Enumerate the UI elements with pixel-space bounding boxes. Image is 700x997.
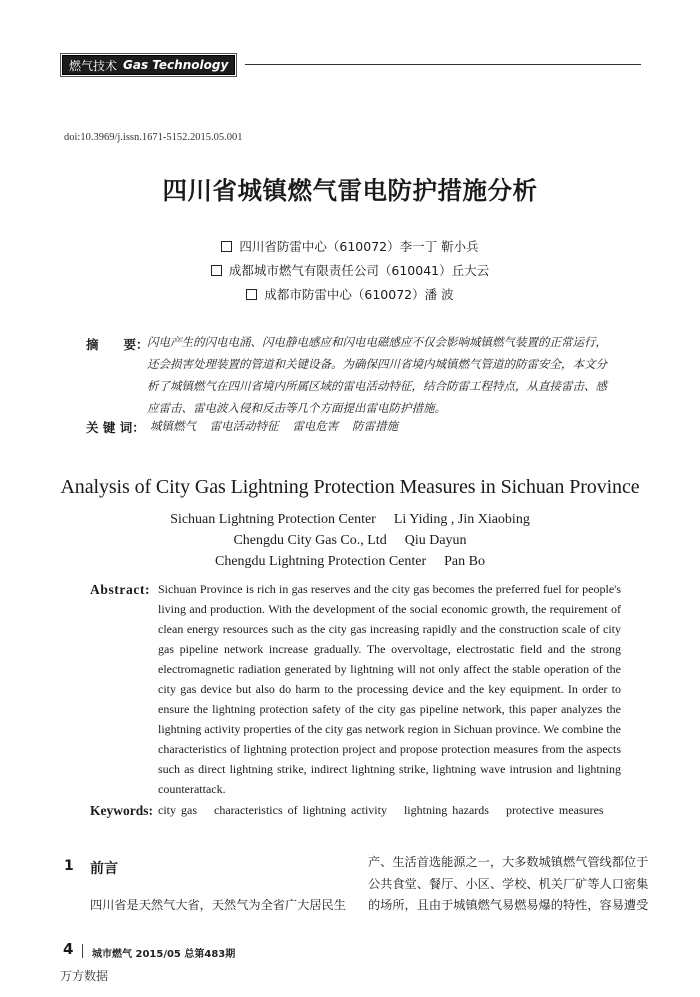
keywords-zh-list [150, 418, 398, 434]
doi: doi:10.3969/j.issn.1671-5152.2015.05.001 [64, 132, 243, 143]
section-label-en: Gas Technology [123, 58, 229, 72]
abstract-zh-text: 闪电产生的闪电电涌、闪电静电感应和闪电电磁感应不仅会影响城镇燃气装置的正常运行，还会损害处理装置的管道和关键设备。为确保四川省境内城镇燃气管道的防雷安全，本文分析了城镇燃气在四川省境内所属区域的雷电活动特征，结合防雷工程特点，从直接雷击、感应雷击、雷电波入侵和反击等几个方面提出雷电防护措施。 [147, 335, 607, 415]
watermark: 万方数据 [60, 969, 109, 983]
affiliation-zh-text: 四川省防雷中心（610072）李一丁 靳小兵 [239, 239, 479, 254]
affiliation-zh-3 [0, 285, 700, 303]
keyword-en: protective measures [505, 803, 604, 817]
keyword-en: city gas [158, 803, 197, 817]
affiliation-en-authors: Pan Bo [444, 554, 485, 569]
header-rule [245, 64, 641, 65]
title-en: Analysis of City Gas Lightning Protection Measures in Sichuan Province [60, 476, 640, 498]
footer-journal: 城市燃气 2015/05 总第483期 [92, 949, 236, 960]
keyword-zh: 防雷措施 [351, 419, 398, 433]
abstract-en-text: Sichuan Province is rich in gas reserves and the city gas becomes the preferred fuel for people's living and production. With the development of the social economic growth, the requirement of clean energy resources such as the city gas increasing rapidly and the construction scale of city gas pipeline network increase gradually. The overvoltage, electrostatic field and the strong electromagnetic radiation generated by lightning will not only affect the stable operation of the city gas device but also do harm to the processing device and the key equipment. In order to ensure the lightning protection safety of the city gas pipeline network, this paper analyzes the lightning activity properties of the city gas network region in Sichuan province. We combine the characteristics of lightning protection project and propose protection measures from the aspects such as direct lightning strike, indirect lightning strike, lightning wave intrusion and lightning counterattack. [158, 582, 621, 796]
keyword-zh: 城镇燃气 [150, 419, 196, 433]
affiliation-en-org: Chengdu City Gas Co., Ltd [233, 533, 387, 548]
affiliation-en-2 [0, 533, 700, 549]
checkbox-square-icon [211, 265, 222, 276]
body-column-left: 四川省是天然气大省，天然气为全省广大居民生 [90, 898, 346, 912]
abstract-en-label: Abstract: [90, 582, 151, 597]
body-column-right: 产、生活首选能源之一，大多数城镇燃气管线都位于公共食堂、餐厅、小区、学校、机关厂矿等人口密集的场所，且由于城镇燃气易燃易爆的特性，容易遭受 [368, 855, 649, 912]
affiliation-zh-text: 成都城市燃气有限责任公司（610041）丘大云 [228, 263, 490, 278]
affiliation-en-1 [0, 512, 700, 528]
keywords-zh-label: 关 键 词： [86, 420, 145, 435]
abstract-zh-label: 摘 要： [86, 337, 149, 352]
section-number: 1 [64, 858, 74, 874]
keyword-zh: 雷电危害 [292, 419, 339, 433]
page-number: 4 [63, 940, 74, 958]
footer-divider [82, 944, 83, 958]
affiliation-en-org: Sichuan Lightning Protection Center [170, 512, 376, 527]
section-header-tag [62, 55, 235, 75]
affiliation-zh-2 [0, 261, 700, 279]
keywords-en-list [158, 803, 616, 818]
checkbox-square-icon [221, 241, 232, 252]
affiliation-en-authors: Li Yiding , Jin Xiaobing [393, 512, 530, 527]
affiliation-zh-1 [0, 237, 700, 255]
affiliation-en-3 [0, 554, 700, 570]
keyword-zh: 雷电活动特征 [209, 419, 279, 433]
affiliation-en-org: Chengdu Lightning Protection Center [215, 554, 427, 569]
section-label-zh: 燃气技术 [69, 58, 118, 73]
checkbox-square-icon [246, 289, 257, 300]
keyword-en: characteristics of lightning activity [214, 803, 387, 817]
section-title: 前言 [90, 861, 118, 877]
title-zh: 四川省城镇燃气雷电防护措施分析 [162, 176, 538, 205]
affiliation-en-authors: Qiu Dayun [404, 533, 467, 548]
affiliation-zh-text: 成都市防雷中心（610072）潘 波 [264, 287, 454, 302]
keywords-en-label: Keywords: [90, 803, 153, 818]
keyword-en: lightning hazards [403, 803, 489, 817]
